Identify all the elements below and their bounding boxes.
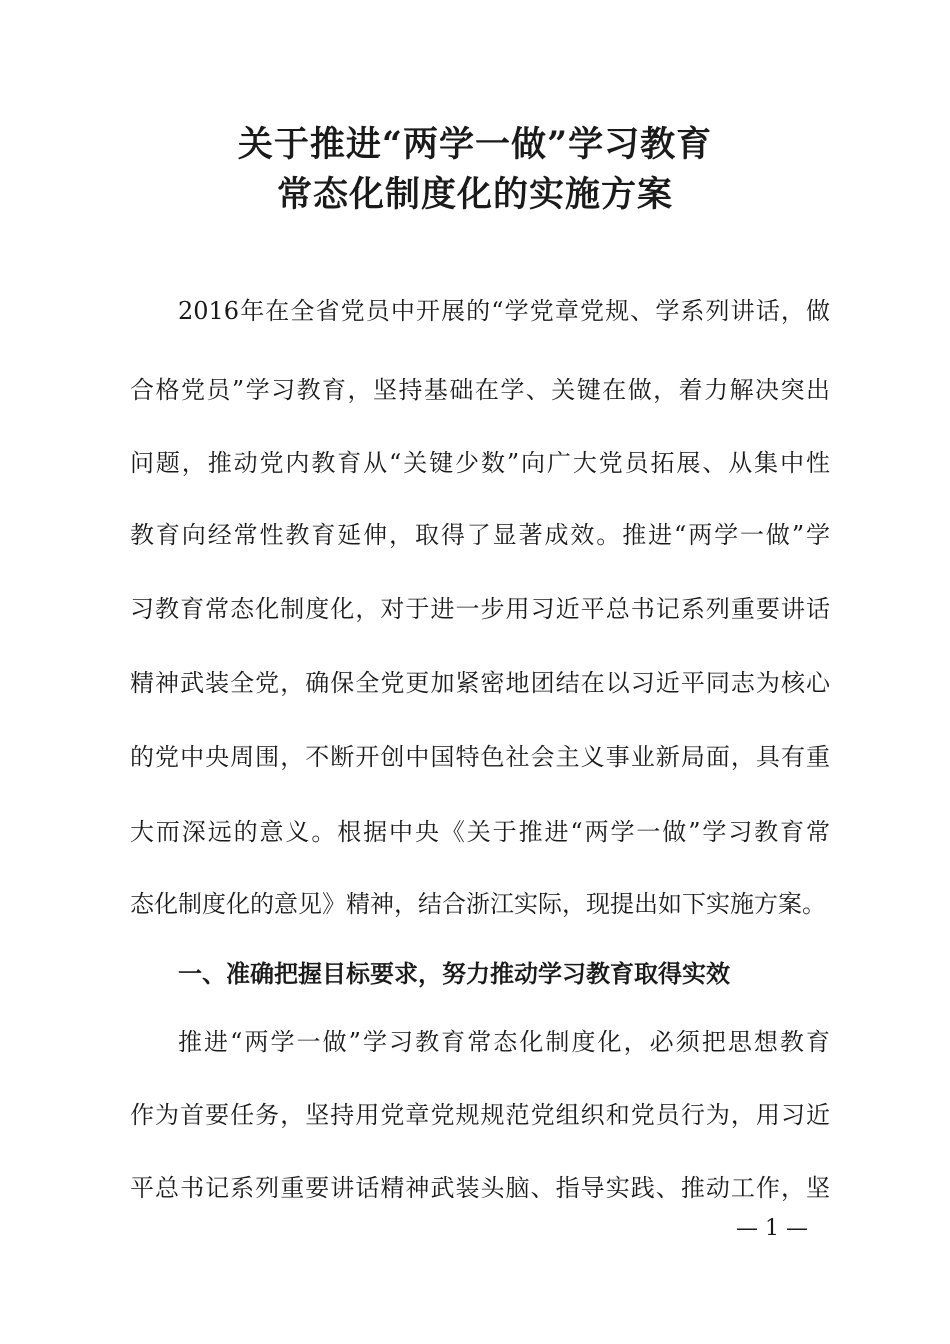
title-line-2: 常态化制度化的实施方案 [276, 174, 673, 215]
paragraph-2-line: 作为首要任务，坚持用党章党规规范党组织和党员行为，用习近 [130, 1101, 830, 1129]
paragraph-2-line: 平总书记系列重要讲话精神武装头脑、指导实践、推动工作，坚 [130, 1174, 830, 1202]
page-number: — 1 — [736, 1216, 808, 1241]
paragraph-1-line: 态化制度化的意见》精神，结合浙江实际，现提出如下实施方案。 [130, 890, 826, 918]
paragraph-1-line: 大而深远的意义。根据中央《关于推进“两学一做”学习教育常 [130, 818, 830, 846]
title-line-1: 关于推进“两学一做”学习教育 [237, 124, 713, 165]
section-heading: 一、准确把握目标要求，努力推动学习教育取得实效 [178, 960, 730, 988]
paragraph-1-line: 合格党员”学习教育，坚持基础在学、关键在做，着力解决突出 [130, 376, 830, 404]
paragraph-1-line: 问题，推动党内教育从“关键少数”向广大党员拓展、从集中性 [130, 449, 830, 477]
paragraph-1-line: 精神武装全党，确保全党更加紧密地团结在以习近平同志为核心 [130, 669, 830, 697]
paragraph-1-line: 教育向经常性教育延伸，取得了显著成效。推进“两学一做”学 [130, 521, 830, 549]
paragraph-1-line: 2016年在全省党员中开展的“学党章党规、学系列讲话，做 [178, 297, 830, 325]
paragraph-2-line: 推进“两学一做”学习教育常态化制度化，必须把思想教育 [178, 1028, 830, 1056]
paragraph-1-line: 习教育常态化制度化，对于进一步用习近平总书记系列重要讲话 [130, 595, 830, 623]
document-title [0, 120, 950, 220]
paragraph-1-line: 的党中央周围，不断开创中国特色社会主义事业新局面，具有重 [130, 743, 830, 771]
